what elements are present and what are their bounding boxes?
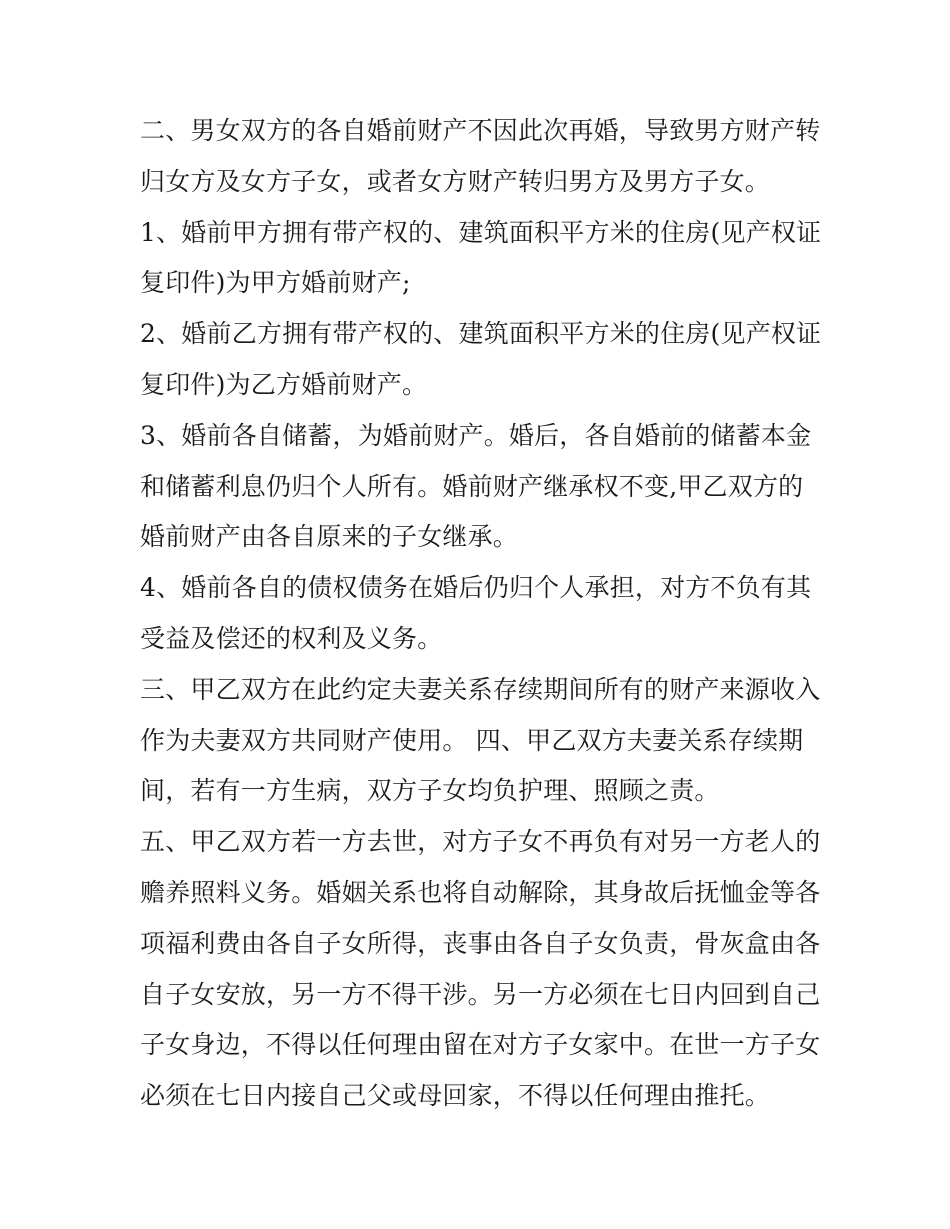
text-line: 和储蓄利息仍归个人所有。婚前财产继承权不变,甲乙双方的 — [140, 471, 804, 501]
text-line: 赡养照料义务。婚姻关系也将自动解除，其身故后抚恤金等各 — [140, 877, 821, 907]
text-line: 受益及偿还的权利及义务。 — [140, 623, 443, 653]
text-line: 作为夫妻双方共同财产使用。 四、甲乙双方夫妻关系存续期 — [140, 725, 804, 755]
text-line: 归女方及女方子女，或者女方财产转归男方及男方子女。 — [140, 166, 771, 196]
text-line: 项福利费由各自子女所得，丧事由各自子女负责，骨灰盒由各 — [140, 928, 821, 958]
text-line: 间，若有一方生病，双方子女均负护理、照顾之责。 — [140, 776, 720, 806]
text-line: 复印件)为甲方婚前财产; — [140, 268, 411, 298]
text-line: 1、婚前甲方拥有带产权的、建筑面积平方米的住房(见产权证 — [140, 217, 822, 247]
text-line: 必须在七日内接自己父或母回家，不得以任何理由推托。 — [140, 1081, 771, 1111]
text-line: 复印件)为乙方婚前财产。 — [140, 369, 428, 399]
text-line: 自子女安放，另一方不得干涉。另一方必须在七日内回到自己 — [140, 979, 821, 1009]
text-line: 三、甲乙双方在此约定夫妻关系存续期间所有的财产来源收入 — [140, 674, 821, 704]
document-body — [140, 106, 822, 1122]
text-line: 4、婚前各自的债权债务在婚后仍归个人承担，对方不负有其 — [140, 573, 812, 603]
text-line: 二、男女双方的各自婚前财产不因此次再婚，导致男方财产转 — [140, 116, 821, 145]
text-line: 子女身边，不得以任何理由留在对方子女家中。在世一方子女 — [140, 1030, 821, 1060]
text-line: 五、甲乙双方若一方去世，对方子女不再负有对另一方老人的 — [140, 827, 821, 857]
text-line: 婚前财产由各自原来的子女继承。 — [140, 522, 519, 552]
text-line: 3、婚前各自储蓄，为婚前财产。婚后，各自婚前的储蓄本金 — [140, 420, 812, 450]
text-line: 2、婚前乙方拥有带产权的、建筑面积平方米的住房(见产权证 — [140, 319, 822, 349]
